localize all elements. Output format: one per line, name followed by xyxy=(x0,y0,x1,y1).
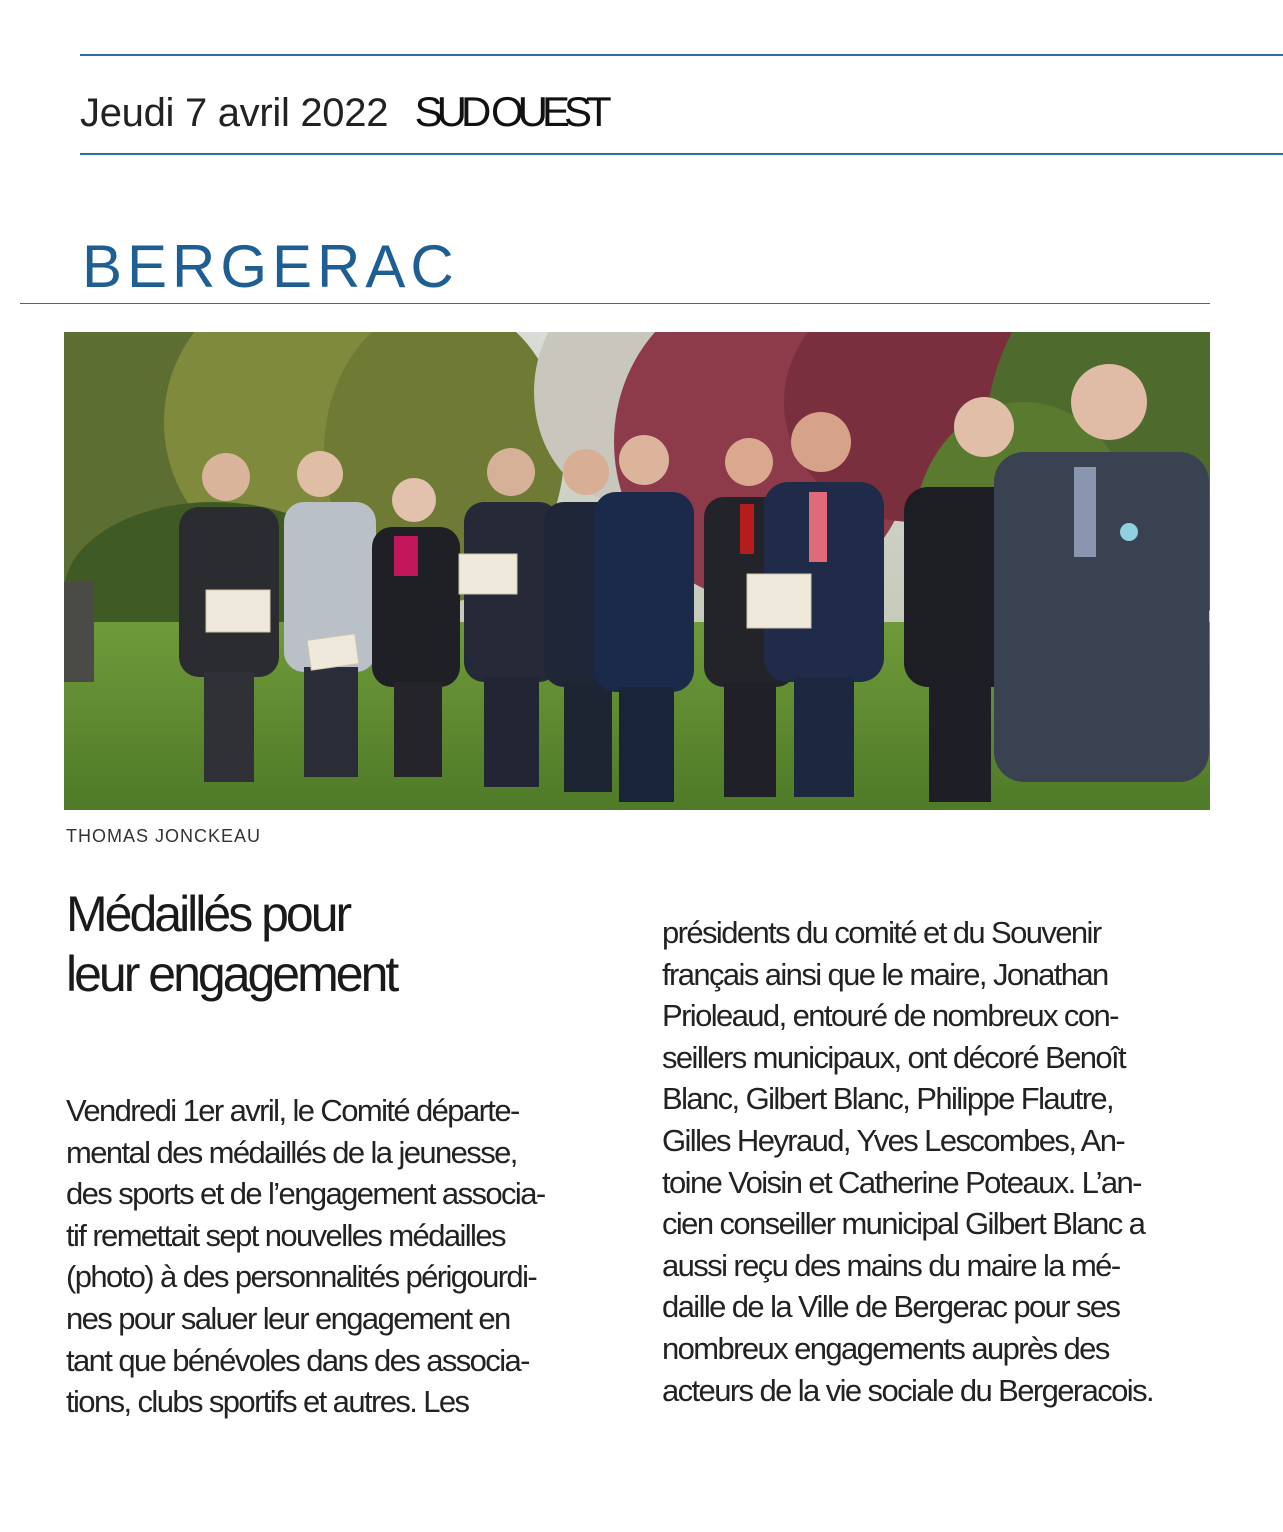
text-line: acteurs de la vie sociale du Bergeracois. xyxy=(662,1372,1153,1408)
text-line: français ainsi que le maire, Jonathan xyxy=(662,956,1108,992)
text-line: présidents du comité et du Souvenir xyxy=(662,915,1101,950)
headline-line: Médaillés pour xyxy=(66,886,350,942)
photo-credit: THOMAS JONCKEAU xyxy=(66,826,262,846)
headline-line: leur engagement xyxy=(66,946,397,1002)
text-line: (photo) à des personnalités périgourdi- xyxy=(66,1259,537,1295)
text-line: Prioleaud, entouré de nombreux con- xyxy=(662,998,1118,1034)
text-line: Blanc, Gilbert Blanc, Philippe Flautre, xyxy=(662,1081,1114,1117)
text-line: tif remettait sept nouvelles médailles xyxy=(66,1217,505,1253)
text-line: des sports et de l’engagement associa- xyxy=(66,1176,545,1212)
text-line: seillers municipaux, ont décoré Benoît xyxy=(662,1039,1126,1075)
text-line: Gilles Heyraud, Yves Lescombes, An- xyxy=(662,1122,1125,1158)
text-line: tant que bénévoles dans des associa- xyxy=(66,1342,529,1378)
text-line: nes pour saluer leur engagement en xyxy=(66,1300,510,1336)
section-rule xyxy=(20,303,1210,304)
text-line: Vendredi 1er avril, le Comité départe- xyxy=(66,1093,519,1128)
article-headline xyxy=(66,884,626,1004)
text-line: mental des médaillés de la jeunesse, xyxy=(66,1134,517,1170)
masthead xyxy=(80,88,606,138)
text-line: aussi reçu des mains du maire la mé- xyxy=(662,1247,1120,1283)
text-line: tions, clubs sportifs et autres. Les xyxy=(66,1384,469,1420)
article-column-left xyxy=(66,1090,626,1423)
newspaper-logo: SUD OUEST xyxy=(414,88,606,135)
masthead-bottom-rule xyxy=(80,153,1283,155)
article-photo xyxy=(64,332,1210,810)
article-column-right xyxy=(662,912,1222,1411)
text-line: toine Voisin et Catherine Poteaux. L’an- xyxy=(662,1164,1141,1200)
section-title: BERGERAC xyxy=(82,233,459,300)
publication-date: Jeudi 7 avril 2022 xyxy=(80,91,389,135)
text-line: daille de la Ville de Bergerac pour ses xyxy=(662,1289,1120,1325)
text-line: cien conseiller municipal Gilbert Blanc a xyxy=(662,1206,1145,1242)
text-line: nombreux engagements auprès des xyxy=(662,1330,1109,1366)
masthead-top-rule xyxy=(80,54,1283,56)
